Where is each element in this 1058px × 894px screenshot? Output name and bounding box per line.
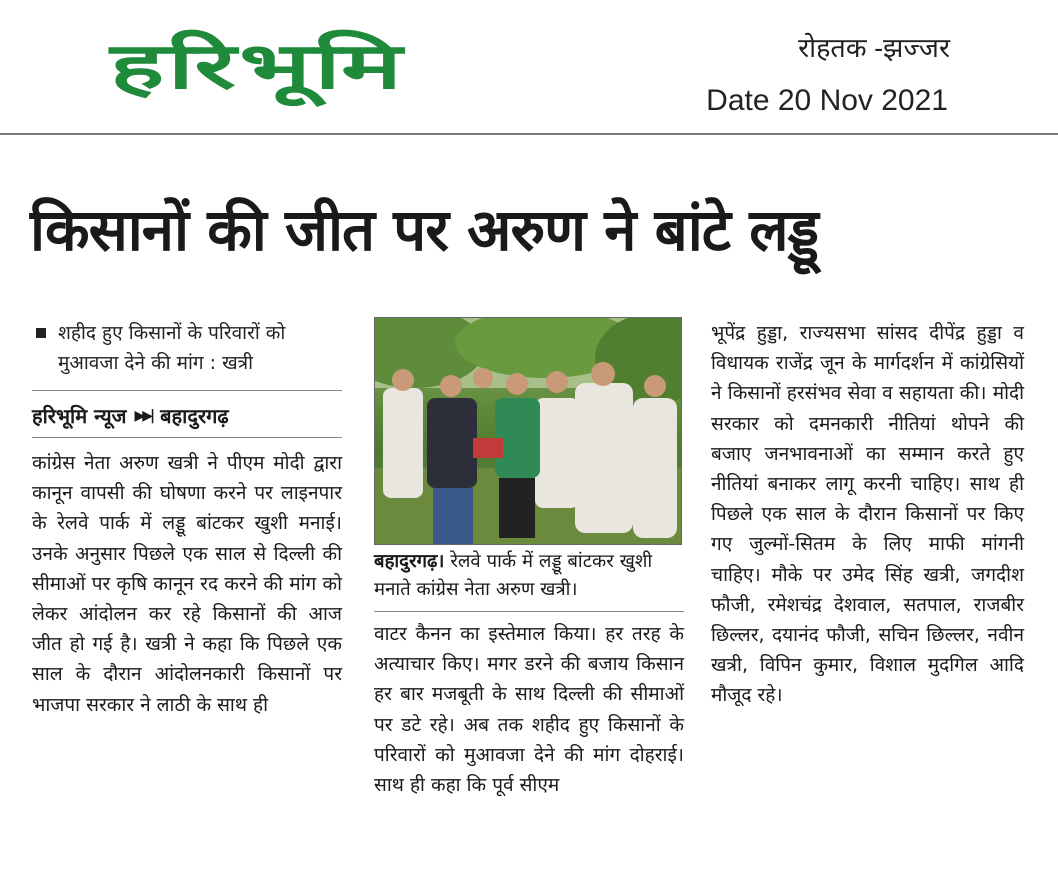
photo-illustration <box>375 318 681 544</box>
byline-arrows-icon: ▶▶| <box>134 408 153 424</box>
caption-divider <box>374 611 684 612</box>
caption-text: रेलवे पार्क में लड्डू बांटकर खुशी मनाते कांग्रेस नेता अरुण खत्री। <box>374 551 653 600</box>
caption-place: बहादुरगढ़। <box>374 551 445 572</box>
column-3-text: भूपेंद्र हुड्डा, राज्यसभा सांसद दीपेंद्र हुड्डा व विधायक राजेंद्र जून के मार्गदर्शन में कांग्रेसियों ने किसानों हरसंभव सेवा व सहायता की। मोदी सरकार को दमनकारी नीतियां थोपने की बजाए जनभावनाओं का सम्मान करते हुए नीतियां बनाकर लागू करनी चाहिए। साथ ही पिछले एक साल के दौरान किसानों पर किए गए जुल्मों-सितम के लिए माफी मांगनी चाहिए। मौके पर उमेद सिंह खत्री, जगदीश फौजी, रमेशचंद्र देशवाल, सतपाल, राजबीर छिल्लर, दयानंद फौजी, सचिन छिल्लर, नवीन खत्री, विपिन कुमार, विशाल मुदगिल आदि मौजूद रहे। <box>711 322 1024 707</box>
byline-divider <box>32 437 342 438</box>
edition-label: रोहतक -झज्जर <box>798 33 950 63</box>
subhead-row <box>32 318 342 378</box>
masthead-divider <box>0 133 1058 135</box>
masthead <box>0 0 1058 135</box>
column-2-text: वाटर कैनन का इस्तेमाल किया। हर तरह के अत्याचार किए। मगर डरने की बजाय किसान हर बार मजबूती के साथ दिल्ली की सीमाओं पर डटे रहे। अब तक शहीद हुए किसानों के परिवारों को मुआवजा देने की मांग दोहराई। साथ ही कहा कि पूर्व सीएम <box>374 623 684 797</box>
news-photo <box>374 317 682 545</box>
bullet-icon <box>36 328 46 338</box>
photo-caption <box>374 548 684 604</box>
article-column-2 <box>374 619 684 800</box>
column-1-body <box>32 448 342 720</box>
byline-location: बहादुरगढ़ <box>160 404 229 428</box>
article-subhead: शहीद हुए किसानों के परिवारों को मुआवजा देने की मांग : खत्री <box>58 322 286 374</box>
subhead-divider <box>32 390 342 391</box>
column-1-text: कांग्रेस नेता अरुण खत्री ने पीएम मोदी द्वारा कानून वापसी की घोषणा करने पर लाइनपार के रेलवे पार्क में लड्डू बांटकर खुशी मनाई। उनके अनुसार पिछले एक साल से दिल्ली की सीमाओं पर कृषि कानून रद करने की मांग को लेकर आंदोलन कर रहे किसानों की आज जीत हो गई है। खत्री ने कहा कि पिछले एक साल के दौरान आंदोलनकारी किसानों पर भाजपा सरकार ने लाठी के साथ ही <box>32 452 342 716</box>
article-headline: किसानों की जीत पर अरुण ने बांटे लड्डू <box>30 196 818 264</box>
date-label: Date 20 Nov 2021 <box>706 84 948 117</box>
byline-source: हरिभूमि न्यूज <box>32 404 127 428</box>
article-column-3 <box>711 318 1024 711</box>
byline <box>32 399 342 433</box>
article-column-1 <box>32 318 342 720</box>
newspaper-logo: हरिभूमि <box>110 30 406 104</box>
